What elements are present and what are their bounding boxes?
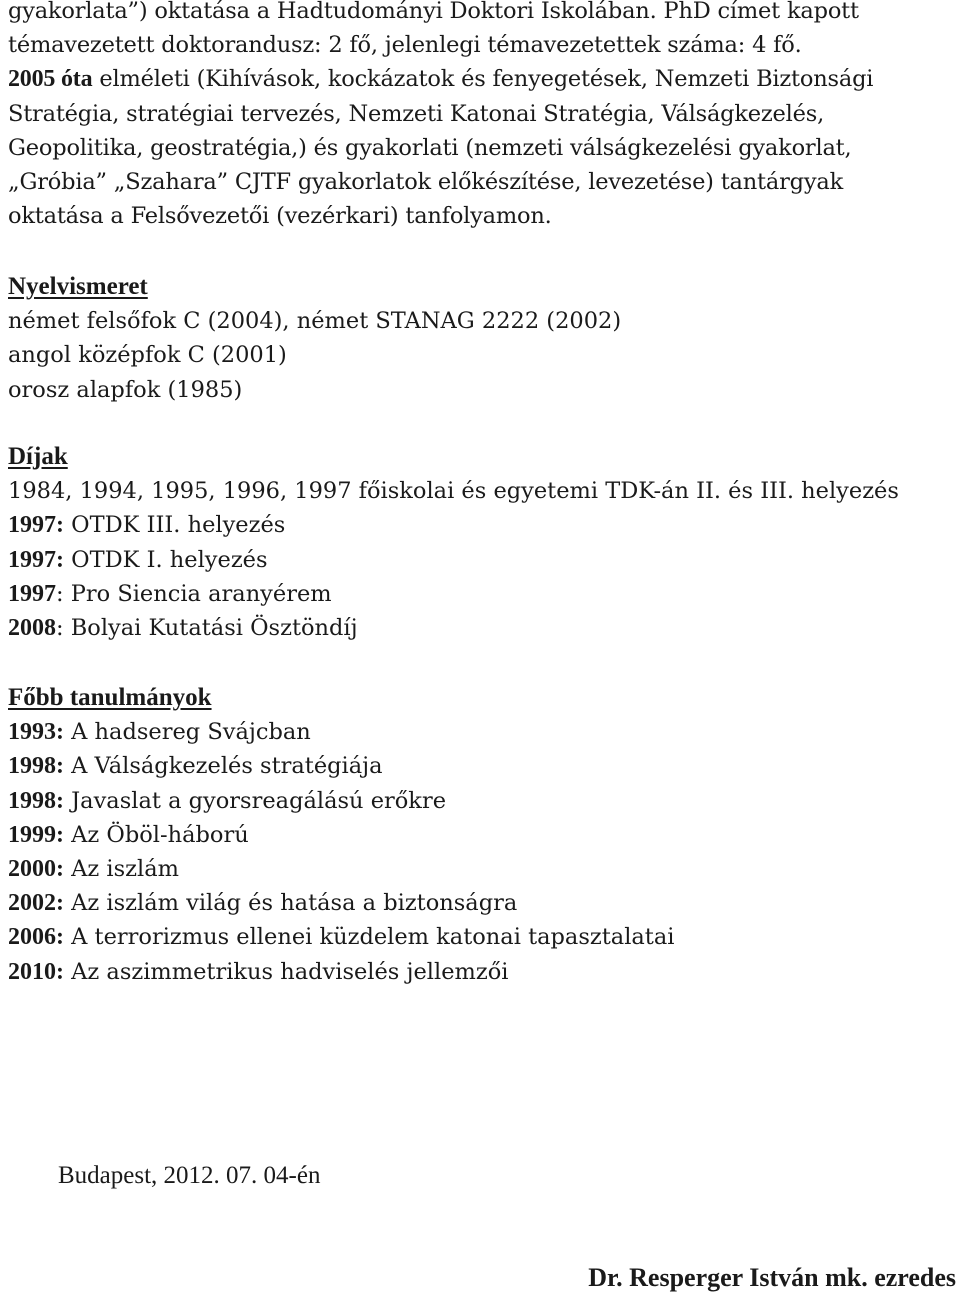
study-item [8,715,956,749]
language-item: angol középfok C (2001) [8,342,287,369]
intro-line: Geopolitika, geostratégia,) és gyakorlati (nemzeti válságkezelési gyakorlat, [8,134,852,161]
award-text: 1984, 1994, 1995, 1996, 1997 főiskolai és egyetemi TDK-án II. és III. helyezés [8,478,899,505]
awards-section [8,440,956,645]
intro-line: „Gróbia” „Szahara” CJTF gyakorlatok előkészítése, levezetése) tantárgyak [8,168,844,195]
study-item [8,955,956,989]
study-title: A terrorizmus ellenei küzdelem katonai tapasztalatai [64,924,675,951]
award-text: : Bolyai Kutatási Ösztöndíj [56,614,358,641]
award-item [8,611,956,645]
study-title: Az Öböl-háború [64,821,249,848]
study-item [8,920,956,954]
award-item [8,508,956,542]
award-year: 1997: [8,546,64,573]
intro-text: elméleti (Kihívások, kockázatok és fenyegetések, Nemzeti Biztonsági [92,66,874,93]
study-item [8,852,956,886]
intro-paragraph-1 [8,0,956,233]
since-year: 2005 óta [8,66,93,93]
award-year: 1997: [8,512,64,539]
study-title: Javaslat a gyorsreagálású erőkre [64,787,447,814]
study-year: 2006: [8,924,64,951]
study-year: 2002: [8,890,64,917]
award-text: OTDK I. helyezés [64,546,268,573]
place-date: Budapest, 2012. 07. 04-én [58,1162,321,1189]
study-title: Az iszlám [64,855,179,882]
studies-heading: Főbb tanulmányok [8,684,212,711]
award-text: OTDK III. helyezés [64,512,286,539]
award-item [8,474,956,508]
study-title: A Válságkezelés stratégiája [64,753,383,780]
awards-heading: Díjak [8,443,68,470]
intro-line: témavezetett doktorandusz: 2 fő, jelenlegi témavezetettek száma: 4 fő. [8,32,802,59]
studies-section [8,681,956,989]
award-year: 2008 [8,614,56,641]
study-year: 1999: [8,821,64,848]
study-title: Az iszlám világ és hatása a biztonságra [64,890,518,917]
study-item [8,886,956,920]
study-item [8,784,956,818]
study-year: 1998: [8,753,64,780]
languages-heading: Nyelvismeret [8,273,148,300]
intro-line: gyakorlata”) oktatása a Hadtudományi Doktori Iskolában. PhD címet kapott [8,0,859,24]
intro-line: Stratégia, stratégiai tervezés, Nemzeti Katonai Stratégia, Válságkezelés, [8,100,825,127]
signature: Dr. Resperger István mk. ezredes [588,1263,956,1292]
intro-line [8,62,956,96]
award-year: 1997 [8,580,56,607]
languages-section [8,270,956,407]
language-item: német felsőfok C (2004), német STANAG 2222 (2002) [8,308,622,335]
study-item [8,818,956,852]
language-item: orosz alapfok (1985) [8,376,243,403]
study-item [8,749,956,783]
study-year: 2000: [8,855,64,882]
study-title: Az aszimmetrikus hadviselés jellemzői [64,958,509,985]
study-year: 1998: [8,787,64,814]
study-year: 2010: [8,958,64,985]
award-text: : Pro Siencia aranyérem [56,580,332,607]
study-title: A hadsereg Svájcban [64,719,311,746]
study-year: 1993: [8,719,64,746]
intro-line: oktatása a Felsővezetői (vezérkari) tanfolyamon. [8,203,552,230]
award-item [8,543,956,577]
award-item [8,577,956,611]
